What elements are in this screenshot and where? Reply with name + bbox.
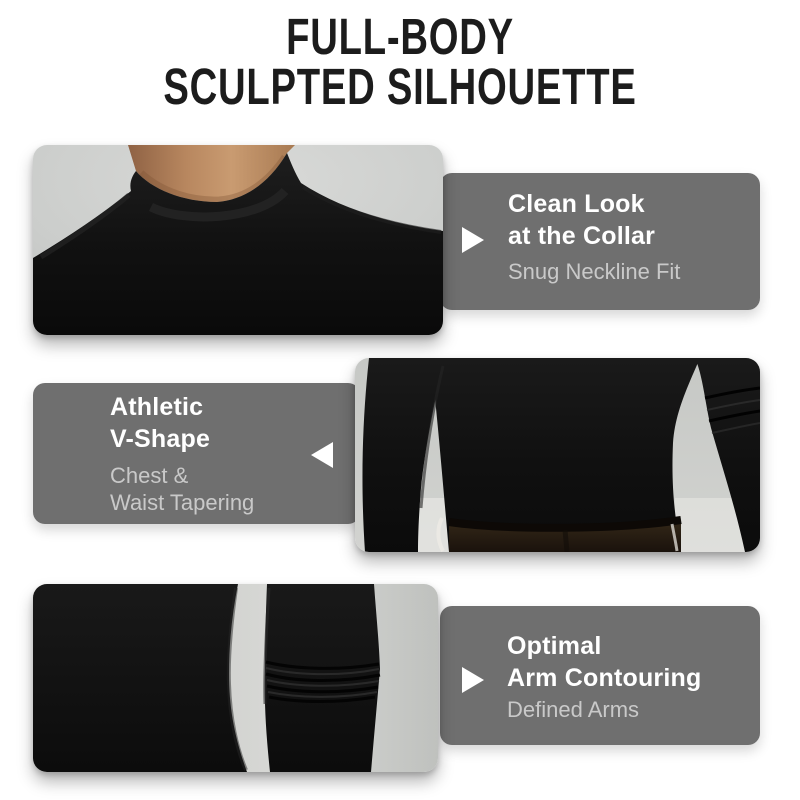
callout-title-line: Optimal	[507, 632, 602, 660]
arrow-left-icon	[311, 442, 333, 468]
callout-title-line: at the Collar	[508, 222, 656, 250]
callout-vshape-text	[110, 383, 254, 516]
callout-title-line: Arm Contouring	[507, 664, 702, 692]
page-title	[100, 8, 700, 115]
callout-arms-text	[507, 606, 701, 723]
callout-subtitle	[110, 462, 254, 516]
arm-photo-art	[33, 584, 438, 772]
callout-subtitle	[508, 258, 680, 285]
callout-subtitle-line: Chest &	[110, 463, 189, 488]
collar-photo	[33, 145, 443, 335]
callout-collar-text	[508, 173, 680, 285]
callout-collar	[440, 173, 760, 310]
arm-photo	[33, 584, 438, 772]
callout-title-line: Athletic	[110, 393, 204, 421]
page-title-line1: FULL-BODY	[286, 8, 514, 65]
callout-subtitle-line: Defined Arms	[507, 697, 640, 722]
callout-title-line: V-Shape	[110, 425, 211, 453]
callout-subtitle-line: Waist Tapering	[110, 490, 255, 515]
callout-arms	[440, 606, 760, 745]
callout-subtitle	[507, 696, 701, 723]
arrow-right-icon	[462, 227, 484, 253]
callout-vshape	[33, 383, 360, 524]
arrow-right-icon	[462, 667, 484, 693]
torso-photo-art	[355, 358, 760, 552]
collar-photo-art	[33, 145, 443, 335]
torso-photo	[355, 358, 760, 552]
callout-title-line: Clean Look	[508, 190, 645, 218]
page-title-line2: SCULPTED SILHOUETTE	[163, 58, 637, 115]
callout-subtitle-line: Snug Neckline Fit	[508, 259, 681, 284]
